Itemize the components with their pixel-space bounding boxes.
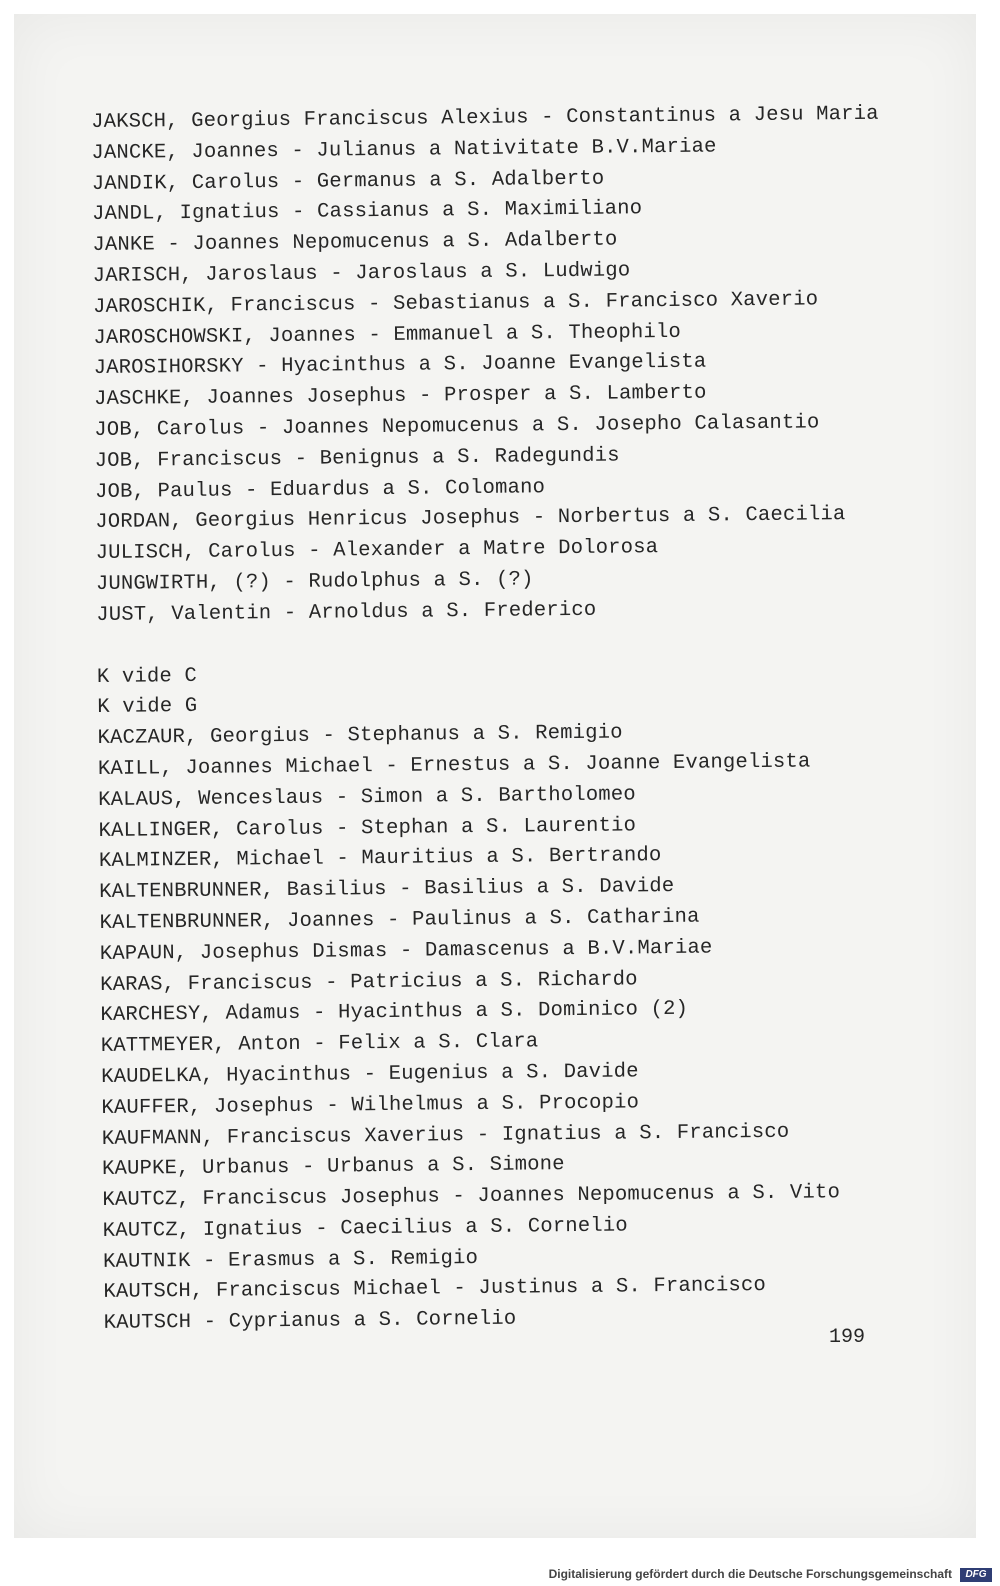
entry-line: JOB, Carolus - Joannes Nepomucenus a S. Josepho Calasantio <box>94 411 820 442</box>
entry-line: KAUPKE, Urbanus - Urbanus a S. Simone <box>101 1153 565 1182</box>
entry-line: KAILL, Joannes Michael - Ernestus a S. Joanne Evangelista <box>97 750 811 781</box>
entry-line: KAUFFER, Josephus - Wilhelmus a S. Procopio <box>101 1091 640 1120</box>
entry-line: KALLINGER, Carolus - Stephan a S. Laurentio <box>98 813 637 843</box>
entry-line: JUST, Valentin - Arnoldus a S. Frederico <box>96 598 597 627</box>
entry-line: JAROSIHORSKY - Hyacinthus a S. Joanne Evangelista <box>93 350 707 381</box>
entry-line: JULISCH, Carolus - Alexander a Matre Dolorosa <box>95 536 659 566</box>
page-number: 199 <box>829 1326 866 1349</box>
entry-line: KAPAUN, Josephus Dismas - Damascenus a B.V.Mariae <box>99 936 713 966</box>
entry-line: JANCKE, Joannes - Julianus a Nativitate B.V.Mariae <box>91 135 717 165</box>
entry-line: KALTENBRUNNER, Joannes - Paulinus a S. Catharina <box>99 905 700 935</box>
entry-line: JOB, Paulus - Eduardus a S. Colomano <box>94 475 546 504</box>
entry-line: KALTENBRUNNER, Basilius - Basilius a S. Davide <box>99 875 675 905</box>
entry-line: KARCHESY, Adamus - Hyacinthus a S. Dominico (2) <box>100 998 689 1028</box>
entry-line: KARAS, Franciscus - Patricius a S. Richardo <box>100 967 638 997</box>
entry-list <box>91 99 984 1340</box>
entry-line: JARISCH, Jaroslaus - Jaroslaus a S. Ludwigo <box>92 259 631 288</box>
entry-line: JASCHKE, Joannes Josephus - Prosper a S. Lamberto <box>93 381 707 412</box>
dfg-logo: DFG <box>960 1568 992 1582</box>
entry-line: KAUTSCH, Franciscus Michael - Justinus a S. Francisco <box>103 1274 767 1305</box>
entry-line: KACZAUR, Georgius - Stephanus a S. Remigio <box>97 721 623 751</box>
entry-line: KALAUS, Wenceslaus - Simon a S. Bartholomeo <box>98 783 636 812</box>
entry-line: JAKSCH, Georgius Franciscus Alexius - Constantinus a Jesu Maria <box>91 102 879 134</box>
digitization-credit: Digitalisierung gefördert durch die Deutsche Forschungsgemeinschaft <box>548 1567 952 1581</box>
entry-line: KATTMEYER, Anton - Felix a S. Clara <box>100 1030 539 1059</box>
entry-line: JANDL, Ignatius - Cassianus a S. Maximiliano <box>91 197 643 227</box>
entry-line: JAROSCHOWSKI, Joannes - Emmanuel a S. Theophilo <box>93 320 682 350</box>
entry-line: KAUDELKA, Hyacinthus - Eugenius a S. Davide <box>101 1060 639 1089</box>
entry-line: JAROSCHIK, Franciscus - Sebastianus a S. Francisco Xaverio <box>92 288 819 319</box>
entry-line: KAUTSCH - Cyprianus a S. Cornelio <box>103 1307 517 1336</box>
entry-line: KAUTCZ, Franciscus Josephus - Joannes Nepomucenus a S. Vito <box>102 1181 841 1213</box>
entry-line: KAUTNIK - Erasmus a S. Remigio <box>102 1246 479 1274</box>
entry-line: JUNGWIRTH, (?) - Rudolphus a S. (?) <box>95 568 534 596</box>
entry-line: K vide C <box>96 664 198 689</box>
entry-line: KAUFMANN, Franciscus Xaverius - Ignatius a S. Francisco <box>101 1120 790 1151</box>
scanned-page <box>14 14 976 1538</box>
entry-line: KALMINZER, Michael - Mauritius a S. Bertrando <box>98 844 662 874</box>
entry-line: JANDIK, Carolus - Germanus a S. Adalberto <box>91 167 605 196</box>
entry-line: JANKE - Joannes Nepomucenus a S. Adalberto <box>92 228 618 258</box>
entry-line: K vide G <box>97 695 198 720</box>
entry-line: KAUTCZ, Ignatius - Caecilius a S. Cornelio <box>102 1214 628 1243</box>
entry-line: JOB, Franciscus - Benignus a S. Radegundis <box>94 444 620 473</box>
entry-line: JORDAN, Georgius Henricus Josephus - Norbertus a S. Caecilia <box>95 503 846 535</box>
